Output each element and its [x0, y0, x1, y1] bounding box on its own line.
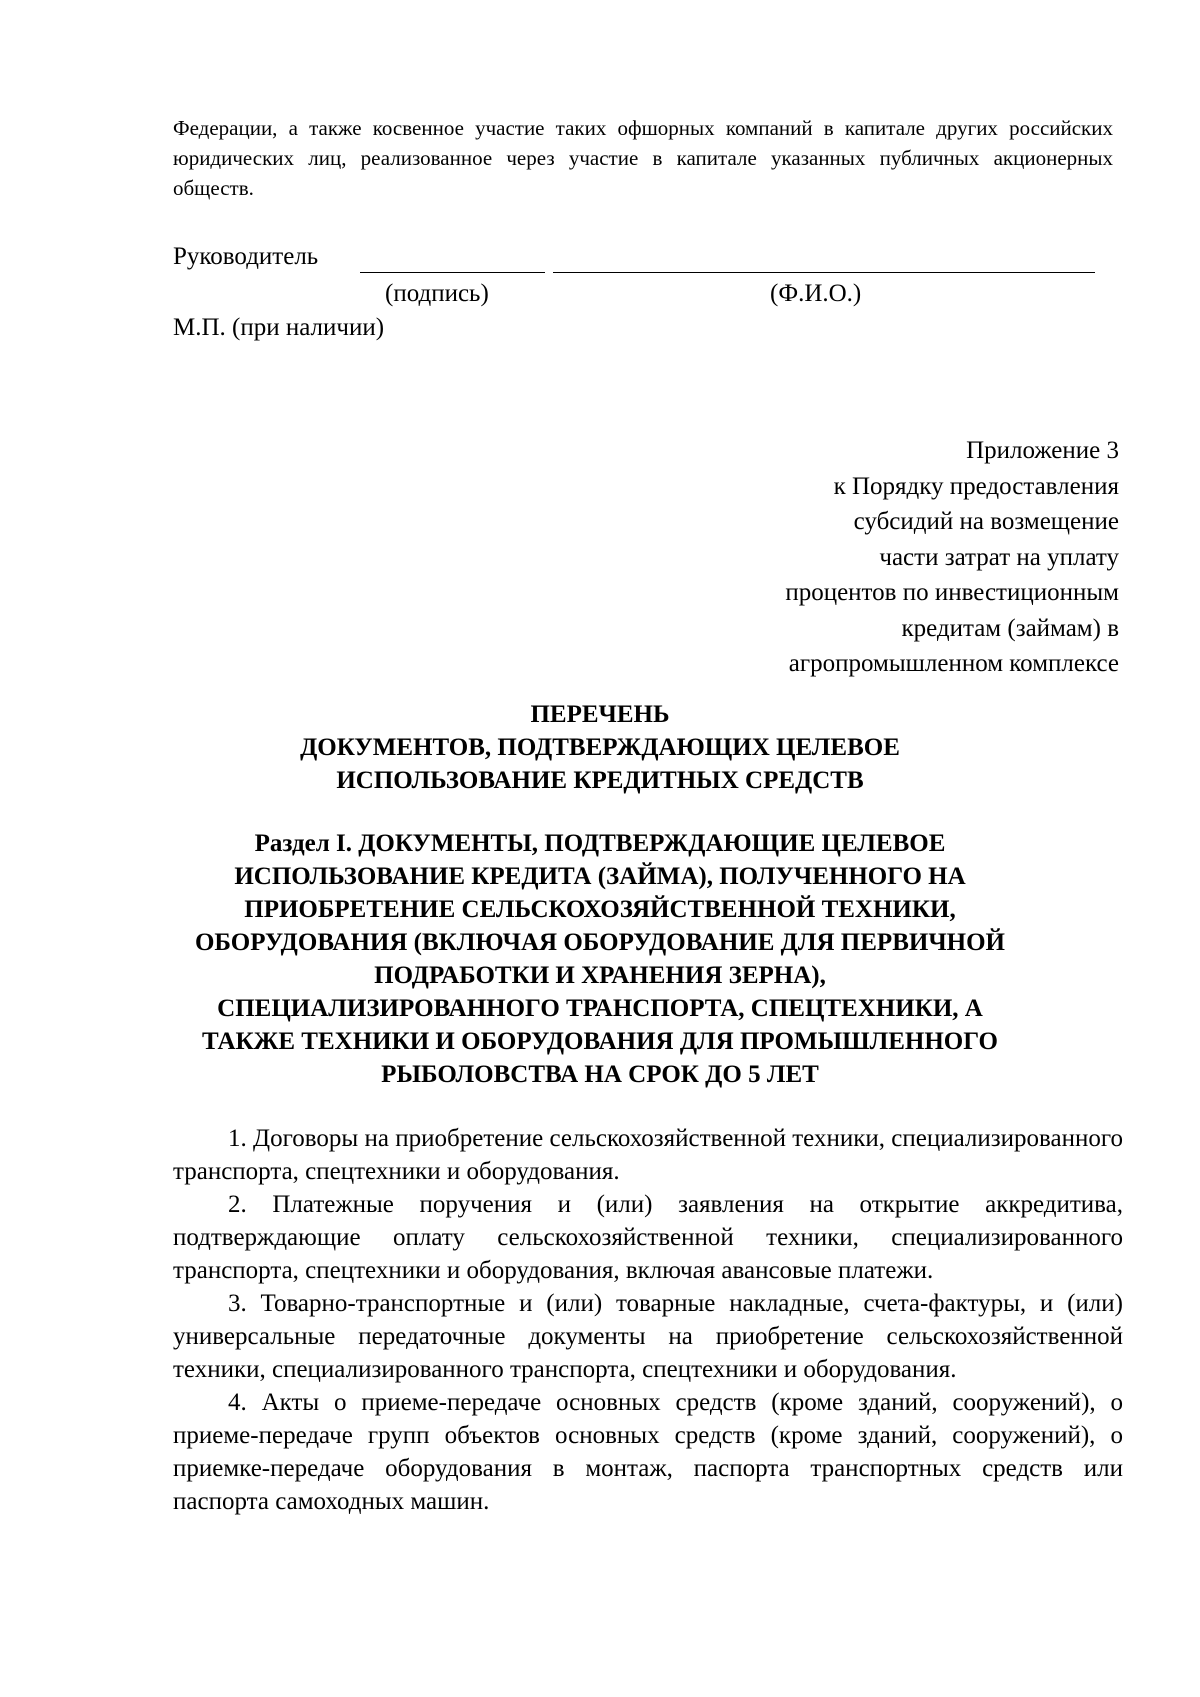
appendix-line: процентов по инвестиционным: [785, 579, 1119, 606]
title-line: ИСПОЛЬЗОВАНИЕ КРЕДИТНЫХ СРЕДСТВ: [336, 767, 864, 794]
section-heading-line: ПРИОБРЕТЕНИЕ СЕЛЬСКОХОЗЯЙСТВЕННОЙ ТЕХНИКИ,: [244, 896, 956, 923]
list-item: 3. Товарно-транспортные и (или) товарные накладные, счета-фактуры, и (или) универсальные передаточные документы на приобретение сельскохозяйственной техники, специализированного транспорта, спецтехники и оборудования.: [173, 1290, 1123, 1383]
appendix-line: части затрат на уплату: [879, 543, 1119, 571]
section-heading-line: СПЕЦИАЛИЗИРОВАННОГО ТРАНСПОРТА, СПЕЦТЕХНИКИ, А: [217, 995, 983, 1022]
appendix-line: кредитам (займам) в: [901, 614, 1119, 642]
document-list: [173, 1122, 1123, 1518]
appendix-line: субсидий на возмещение: [853, 508, 1119, 535]
intro-paragraph: Федерации, а также косвенное участие таких офшорных компаний в капитале других российских юридических лиц, реализованное через участие в капитале указанных публичных акционерных обществ.: [173, 116, 1113, 200]
section-heading: [150, 827, 1050, 1091]
document-title: [150, 698, 1050, 797]
full-name-caption: (Ф.И.О.): [770, 280, 862, 307]
list-item: 4. Акты о приеме-передаче основных средств (кроме зданий, сооружений), о приеме-передаче групп объектов основных средств (кроме зданий, сооружений), о приемке-передаче оборудования в монтаж, паспорта транспортных средств или паспорта самоходных машин.: [173, 1389, 1123, 1515]
list-item: 2. Платежные поручения и (или) заявления на открытие аккредитива, подтверждающие оплату сельскохозяйственной техники, специализированного транспорта, спецтехники и оборудования, включая авансовые платежи.: [173, 1191, 1123, 1284]
list-item: 1. Договоры на приобретение сельскохозяйственной техники, специализированного транспорта, спецтехники и оборудования.: [173, 1125, 1123, 1185]
section-heading-line: РЫБОЛОВСТВА НА СРОК ДО 5 ЛЕТ: [381, 1061, 819, 1088]
appendix-header: [639, 433, 1119, 682]
section-heading-line: Раздел I. ДОКУМЕНТЫ, ПОДТВЕРЖДАЮЩИЕ ЦЕЛЕВОЕ: [254, 830, 946, 857]
section-heading-line: ТАКЖЕ ТЕХНИКИ И ОБОРУДОВАНИЯ ДЛЯ ПРОМЫШЛЕННОГО: [202, 1028, 998, 1055]
appendix-line: Приложение 3: [966, 437, 1119, 464]
appendix-line: к Порядку предоставления: [833, 472, 1119, 500]
title-line: ПЕРЕЧЕНЬ: [530, 701, 670, 728]
section-heading-line: ОБОРУДОВАНИЯ (ВКЛЮЧАЯ ОБОРУДОВАНИЕ ДЛЯ ПЕРВИЧНОЙ: [194, 929, 1006, 956]
signature-label: Руководитель: [173, 243, 319, 270]
appendix-line: агропромышленном комплексе: [788, 650, 1119, 677]
full-name-line: [553, 272, 1095, 273]
section-heading-line: ПОДРАБОТКИ И ХРАНЕНИЯ ЗЕРНА),: [374, 962, 826, 989]
signature-caption: (подпись): [385, 280, 489, 307]
section-heading-line: ИСПОЛЬЗОВАНИЕ КРЕДИТА (ЗАЙМА), ПОЛУЧЕННОГО НА: [234, 863, 966, 890]
stamp-note: М.П. (при наличии): [173, 314, 385, 341]
title-line: ДОКУМЕНТОВ, ПОДТВЕРЖДАЮЩИХ ЦЕЛЕВОЕ: [300, 734, 900, 761]
signature-line: [360, 272, 545, 273]
